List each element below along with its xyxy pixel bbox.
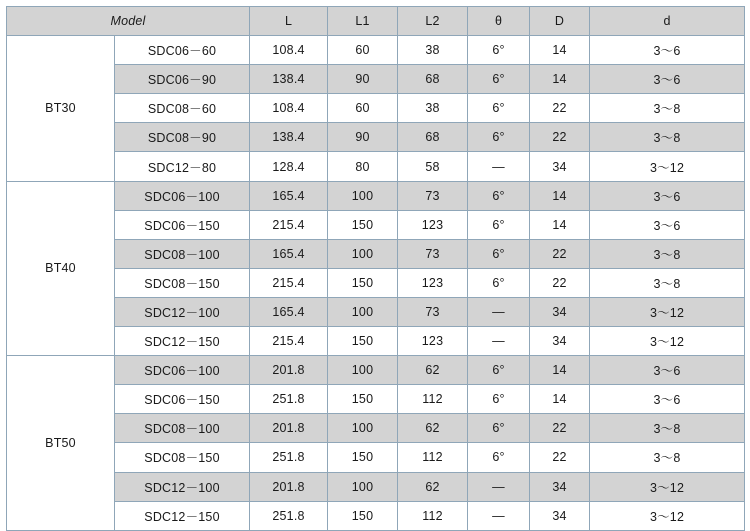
cell-l2: 68 (398, 123, 468, 152)
cell-l1: 100 (328, 356, 398, 385)
cell-l2: 73 (398, 181, 468, 210)
cell-l2: 123 (398, 210, 468, 239)
cell-d-lower: 3～6 (590, 210, 745, 239)
cell-d-lower: 3～6 (590, 181, 745, 210)
cell-theta: — (468, 297, 530, 326)
cell-l1: 100 (328, 297, 398, 326)
group-cell-bt30: BT30 (7, 36, 115, 181)
cell-l2: 38 (398, 94, 468, 123)
cell-theta: — (468, 327, 530, 356)
header-cell-d-upper: D (530, 7, 590, 36)
cell-l1: 90 (328, 123, 398, 152)
table-header (7, 7, 745, 36)
cell-l: 108.4 (250, 36, 328, 65)
cell-l: 251.8 (250, 385, 328, 414)
cell-d-lower: 3～12 (590, 501, 745, 530)
cell-theta: 6° (468, 123, 530, 152)
table-row (7, 385, 745, 414)
cell-model: SDC06－150 (115, 385, 250, 414)
cell-l: 215.4 (250, 268, 328, 297)
cell-theta: 6° (468, 414, 530, 443)
cell-l2: 62 (398, 356, 468, 385)
cell-l2: 123 (398, 327, 468, 356)
cell-l2: 68 (398, 65, 468, 94)
table-row (7, 152, 745, 181)
cell-theta: 6° (468, 443, 530, 472)
cell-l2: 62 (398, 414, 468, 443)
specification-table (6, 6, 745, 531)
table-row (7, 94, 745, 123)
cell-l1: 100 (328, 472, 398, 501)
cell-l2: 73 (398, 297, 468, 326)
header-cell-l2: L2 (398, 7, 468, 36)
cell-d-lower: 3～8 (590, 443, 745, 472)
cell-model: SDC12－150 (115, 501, 250, 530)
cell-model: SDC08－150 (115, 443, 250, 472)
cell-model: SDC12－80 (115, 152, 250, 181)
cell-model: SDC06－90 (115, 65, 250, 94)
cell-theta: 6° (468, 356, 530, 385)
cell-d-upper: 14 (530, 181, 590, 210)
cell-d-upper: 22 (530, 94, 590, 123)
cell-d-upper: 22 (530, 123, 590, 152)
cell-theta: 6° (468, 181, 530, 210)
cell-theta: 6° (468, 65, 530, 94)
cell-d-upper: 34 (530, 327, 590, 356)
cell-l1: 90 (328, 65, 398, 94)
cell-d-upper: 14 (530, 65, 590, 94)
cell-model: SDC08－100 (115, 239, 250, 268)
cell-l2: 112 (398, 385, 468, 414)
cell-l: 215.4 (250, 210, 328, 239)
cell-l: 251.8 (250, 501, 328, 530)
cell-l1: 150 (328, 210, 398, 239)
cell-d-lower: 3～12 (590, 152, 745, 181)
cell-l1: 100 (328, 239, 398, 268)
cell-d-lower: 3～8 (590, 414, 745, 443)
cell-theta: 6° (468, 268, 530, 297)
cell-d-upper: 34 (530, 152, 590, 181)
header-cell-l: L (250, 7, 328, 36)
table-row (7, 443, 745, 472)
cell-d-upper: 14 (530, 36, 590, 65)
cell-l: 165.4 (250, 239, 328, 268)
cell-d-lower: 3～8 (590, 239, 745, 268)
cell-l2: 38 (398, 36, 468, 65)
table-row (7, 36, 745, 65)
cell-l2: 62 (398, 472, 468, 501)
table-row (7, 210, 745, 239)
cell-l1: 80 (328, 152, 398, 181)
cell-d-upper: 22 (530, 239, 590, 268)
group-cell-bt40: BT40 (7, 181, 115, 356)
cell-d-upper: 22 (530, 268, 590, 297)
header-cell-theta: θ (468, 7, 530, 36)
header-cell-l1: L1 (328, 7, 398, 36)
table-row (7, 356, 745, 385)
cell-theta: — (468, 472, 530, 501)
cell-d-lower: 3～6 (590, 356, 745, 385)
cell-model: SDC08－90 (115, 123, 250, 152)
cell-model: SDC08－60 (115, 94, 250, 123)
cell-model: SDC12－100 (115, 472, 250, 501)
cell-l: 165.4 (250, 297, 328, 326)
cell-model: SDC12－100 (115, 297, 250, 326)
cell-l: 138.4 (250, 65, 328, 94)
cell-l: 251.8 (250, 443, 328, 472)
cell-model: SDC08－150 (115, 268, 250, 297)
cell-model: SDC08－100 (115, 414, 250, 443)
cell-d-upper: 14 (530, 356, 590, 385)
cell-d-upper: 34 (530, 501, 590, 530)
cell-l2: 112 (398, 501, 468, 530)
group-cell-bt50: BT50 (7, 356, 115, 531)
cell-l: 201.8 (250, 472, 328, 501)
cell-d-upper: 14 (530, 385, 590, 414)
cell-d-lower: 3～8 (590, 123, 745, 152)
cell-d-lower: 3～6 (590, 65, 745, 94)
table-row (7, 268, 745, 297)
cell-model: SDC12－150 (115, 327, 250, 356)
table-row (7, 414, 745, 443)
cell-d-upper: 14 (530, 210, 590, 239)
cell-model: SDC06－100 (115, 356, 250, 385)
cell-d-lower: 3～6 (590, 385, 745, 414)
table-body (7, 36, 745, 531)
table-row (7, 181, 745, 210)
cell-d-upper: 22 (530, 414, 590, 443)
table-row (7, 239, 745, 268)
cell-l: 215.4 (250, 327, 328, 356)
cell-l1: 100 (328, 181, 398, 210)
cell-model: SDC06－150 (115, 210, 250, 239)
cell-l: 128.4 (250, 152, 328, 181)
cell-l2: 73 (398, 239, 468, 268)
cell-l: 108.4 (250, 94, 328, 123)
cell-theta: 6° (468, 385, 530, 414)
cell-l: 201.8 (250, 356, 328, 385)
cell-model: SDC06－60 (115, 36, 250, 65)
cell-theta: 6° (468, 210, 530, 239)
cell-d-upper: 34 (530, 297, 590, 326)
cell-d-lower: 3～12 (590, 327, 745, 356)
cell-l: 138.4 (250, 123, 328, 152)
cell-theta: 6° (468, 239, 530, 268)
cell-theta: — (468, 501, 530, 530)
cell-l1: 150 (328, 443, 398, 472)
cell-d-lower: 3～6 (590, 36, 745, 65)
cell-model: SDC06－100 (115, 181, 250, 210)
cell-theta: — (468, 152, 530, 181)
cell-l1: 150 (328, 268, 398, 297)
cell-l1: 150 (328, 501, 398, 530)
table-row (7, 297, 745, 326)
table-row (7, 327, 745, 356)
header-row (7, 7, 745, 36)
cell-l2: 123 (398, 268, 468, 297)
header-cell-model: Model (7, 7, 250, 36)
cell-d-lower: 3～8 (590, 94, 745, 123)
cell-d-upper: 34 (530, 472, 590, 501)
table-row (7, 501, 745, 530)
cell-l1: 60 (328, 94, 398, 123)
cell-l2: 58 (398, 152, 468, 181)
cell-theta: 6° (468, 94, 530, 123)
cell-l1: 60 (328, 36, 398, 65)
cell-l1: 150 (328, 327, 398, 356)
table-row (7, 123, 745, 152)
cell-d-upper: 22 (530, 443, 590, 472)
cell-theta: 6° (468, 36, 530, 65)
cell-d-lower: 3～12 (590, 297, 745, 326)
header-cell-d-lower: d (590, 7, 745, 36)
cell-l: 165.4 (250, 181, 328, 210)
cell-l1: 100 (328, 414, 398, 443)
table-row (7, 65, 745, 94)
cell-l1: 150 (328, 385, 398, 414)
cell-l2: 112 (398, 443, 468, 472)
cell-l: 201.8 (250, 414, 328, 443)
cell-d-lower: 3～8 (590, 268, 745, 297)
cell-d-lower: 3～12 (590, 472, 745, 501)
